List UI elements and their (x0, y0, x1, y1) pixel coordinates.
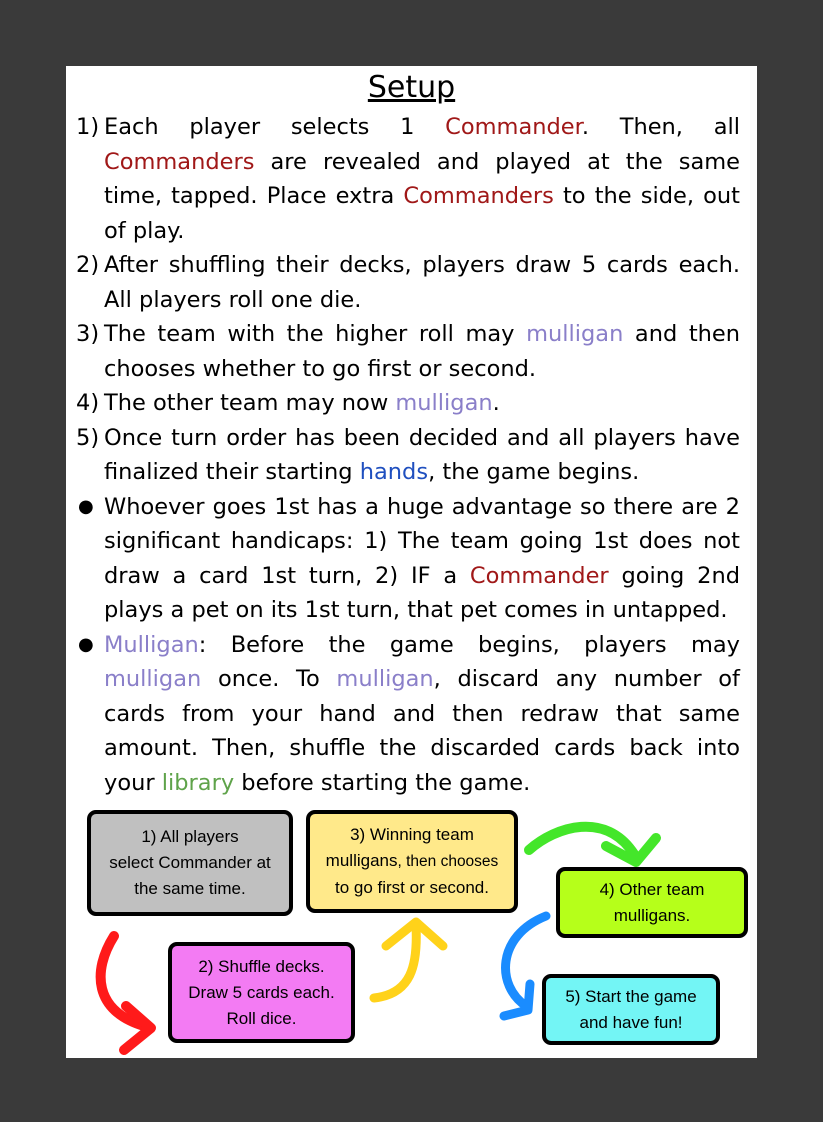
rule-text-part: and then chooses whether to go first or second. (104, 321, 741, 382)
rule-number: 5) (76, 424, 100, 451)
flow-step-3 (306, 810, 518, 913)
keyword-mulligan: Mulligan (104, 631, 199, 658)
keyword-mulligan: mulligan (395, 390, 493, 416)
rule-item-2 (76, 248, 740, 317)
flow-step-line: Roll dice. (226, 1008, 297, 1028)
flow-step-text (565, 984, 696, 1036)
page-title: Setup (367, 70, 456, 105)
flow-step-line: select Commander at (109, 853, 271, 872)
yellow-arrow-icon (374, 922, 443, 998)
flow-step-text (188, 954, 334, 1032)
rule-text-part: . Then, all (581, 114, 740, 140)
rule-text-part: The team with the higher roll may (104, 321, 527, 347)
rule-text-part: . (492, 390, 500, 416)
bullet-handicaps (76, 490, 740, 628)
rule-number: 1) (76, 114, 100, 140)
flow-step-line: 4) Other team (599, 879, 705, 899)
rule-text (104, 490, 740, 628)
keyword-commander: Commander (445, 114, 582, 140)
blue-arrow-icon (504, 916, 546, 1016)
rule-text-part: Whoever goes 1st has a huge advantage so there are 2 significant handicaps: 1) The team going 1st does not draw a card 1st turn, 2) IF a (104, 493, 740, 589)
rule-text-part: are revealed and played at the same time, tapped. Place extra (104, 148, 740, 209)
bullet-dot-icon: ● (78, 633, 94, 655)
rule-text-part: , discard any number of cards from your hand and then redraw that same amount. Then, shuffle the discarded cards back into your (104, 666, 740, 796)
rule-text-part: once. To (201, 666, 337, 692)
flow-step-5 (542, 974, 720, 1045)
keyword-mulligan: mulligan (336, 666, 434, 692)
rule-item-3 (76, 317, 740, 386)
keyword-mulligan: mulligan (104, 666, 202, 692)
flow-step-line (326, 848, 499, 875)
keyword-hands: hands (359, 459, 429, 485)
rule-text (104, 317, 740, 386)
rule-text (104, 628, 740, 801)
flow-step-text (109, 824, 271, 902)
rule-item-4 (76, 386, 740, 421)
rule-item-5 (76, 421, 740, 490)
rule-text-part: Each player selects 1 (104, 114, 446, 140)
rule-text-part: Once turn order has been decided and all players have finalized their starting (104, 424, 740, 485)
rule-text (104, 110, 740, 248)
keyword-mulligan: mulligan (526, 321, 624, 347)
keyword-commanders: Commanders (403, 183, 554, 209)
rule-number: 2) (76, 252, 100, 278)
flow-step-line: 5) Start the game (565, 986, 697, 1006)
rule-text-part: The other team may now (104, 390, 396, 416)
flow-step-1 (87, 810, 293, 916)
flow-step-text (326, 822, 499, 901)
flow-step-line: the same time. (134, 879, 246, 898)
flow-step-line-part: mulligans (325, 851, 398, 870)
rule-item-1 (76, 110, 740, 248)
rule-text (104, 386, 740, 421)
flow-step-line: to go first or second. (334, 878, 489, 897)
keyword-commanders: Commanders (104, 148, 255, 175)
flow-step-text (600, 877, 705, 929)
flow-step-4 (556, 867, 748, 938)
rule-text-part: , the game begins. (428, 459, 640, 485)
flow-step-line: mulligans. (613, 905, 691, 925)
flow-step-line-part: , then chooses (397, 853, 499, 870)
flow-step-line: 1) All players (141, 827, 239, 846)
flow-step-line: 2) Shuffle decks. (198, 956, 325, 976)
keyword-library: library (161, 769, 235, 796)
keyword-commander: Commander (469, 562, 609, 589)
rule-text: After shuffling their decks, players draw 5 cards each. All players roll one die. (104, 252, 740, 313)
flow-step-line: 3) Winning team (350, 825, 474, 844)
bullet-dot-icon: ● (78, 495, 94, 517)
bullet-mulligan (76, 628, 740, 801)
setup-rules (76, 110, 740, 800)
flow-step-2 (168, 942, 355, 1043)
flow-step-line: and have fun! (579, 1012, 683, 1032)
rule-number: 4) (76, 390, 100, 416)
rule-text (104, 421, 740, 490)
red-arrow-icon (101, 936, 151, 1050)
rule-text-part: going 2nd plays a pet on its 1st turn, that pet comes in untapped. (104, 562, 740, 623)
rule-text-part: : Before the game begins, players may (198, 631, 740, 658)
rules-page (66, 66, 757, 1058)
green-arrow-icon (529, 827, 656, 862)
rule-text-part: before starting the game. (234, 769, 531, 796)
rule-number: 3) (76, 321, 100, 347)
rule-text-part: to the side, out of play. (104, 183, 740, 244)
flow-step-line: Draw 5 cards each. (188, 982, 335, 1002)
